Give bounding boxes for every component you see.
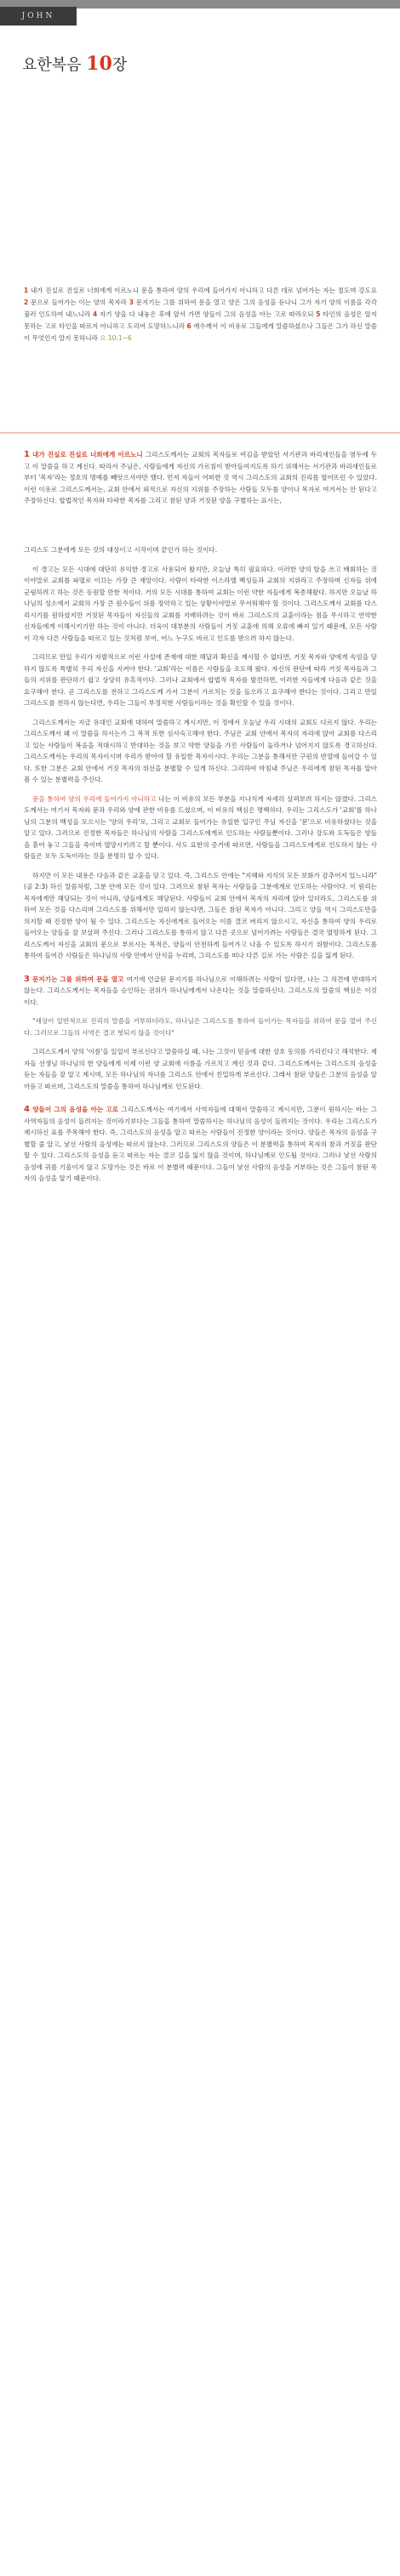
paragraph xyxy=(24,974,377,1009)
verse-number: 6 xyxy=(186,322,191,330)
chapter-title-prefix: 요한복음 xyxy=(22,56,87,74)
paragraph: 그리스도께서 양의 '이름'을 일일이 부르신다고 말씀하실 때, 나는 그것이 믿음에 대한 상호 동의를 가리킨다고 해석한다. 제자들 선생님 하나님의 한 양들에게 이제 이런 양 교회에 이름을 가르치고 계신 것과 같다. 그리스도께서는 그리스도의 음성을 듣는 자들을 잘 알고 계시며, 모든 하나님의 자녀를 그리스도 안에서 친밀하게 부르신다. 그래서 참된 양들은 그분의 음성을 알아듣고 따르며, 그리스도의 말씀을 통하여 하나님께로 인도된다. xyxy=(24,1048,377,1090)
paragraph-text: 여기에 언급된 문지기를 하나님으로 이해하려는 사람이 있다면, 나는 그 의견에 반대하지 않는다. 그리스도께서는 목자들을 승인하는 권위가 하나님에게서 나온다는 것을 말씀하신다. 그리스도의 말씀의 핵심은 이것이다. xyxy=(24,975,377,1006)
section-heading: 문을 통하여 양의 우리에 들어가지 아니하고 xyxy=(32,794,157,803)
chapter-number: 10 xyxy=(86,53,112,75)
verse-number: 2 xyxy=(24,299,29,306)
verse-text: 자기 양을 다 내놓은 후에 앞서 가면 양들이 그의 음성을 아는 고로 따라오되 xyxy=(97,310,317,318)
verse-text: 문으로 들어가는 이는 양의 목자라 xyxy=(28,299,129,306)
paragraph-text: 그리스도께서는 교회의 목자들로 여김을 받았던 서기관과 바리새인들을 염두에 두고 이 말씀을 하고 계신다. 따라서 주님은, 사람들에게 자신의 가르침이 받아들여지도록 하기 위해서는 서기관과 바리새인들로부터 '목자'라는 정호의 명예를 빼앗으셔야만 했다. 먼저 자들이 어떠한 것 역시 그리스도의 교회의 진리를 멸어뜨린 수 있었다. 이런 이유로 그리스도께서는, 교회 안에서 외적으로 자신의 지위를 주장하는 사람들 모두를 양이나 목자로 여겨서는 안 된다고 주장하신다. 합법적인 목자와 타락한 목자를 그리고 참된 양과 거짓된 양을 구별하는 표시는, xyxy=(24,451,378,504)
verse-text: 문지기는 그를 위하여 문을 열고 양은 그의 음성을 듣나니 그가 자기 양의 이름을 각각 불러 인도하여 내느니라 xyxy=(24,299,377,318)
quote: "세상이 일반적으로 진리의 말씀을 거부하더라도, 하나님은 그리스도를 통하여 들어가는 목자들을 위하여 문을 열어 주신다. 그러므로 그들의 사역은 결코 헛되지 않을 것이다" xyxy=(24,1017,377,1037)
verse-text: 예수께서 이 비유로 그들에게 말씀하셨으나 그들은 그가 하신 말씀이 무엇인지 알지 못하니라 xyxy=(24,322,377,342)
scripture-reference: 요 10:1~6 xyxy=(100,334,132,342)
verse-text: 타인의 음성은 알지 못하는 고로 타인을 따르지 아니하고 도리어 도망하느니라 xyxy=(24,310,377,330)
paragraph: 하지만 이 모든 내용은 다음과 같은 교훈을 담고 있다. 즉, 그리스도 안에는 "지혜와 지식의 모든 보화가 감추어져 있느니라"(골 2:3) 하신 말씀처럼, 그분 안에 모든 것이 있다. 그러므로 참된 목자는 사람들을 그분에게로 인도하는 사람이다. 이 원리는 목자에게만 해당되는 것이 아니라, 양들에게도 해당된다. 사람들이 교회 안에서 목자의 자리에 앉아 있더라도, 그리스도를 위하여 모든 것을 다스리며 그리스도를 위해서만 일하지 않는다면, 그들은 참된 목자가 아니다. 그리고 양들 역시 그리스도만을 의지할 때 진정한 양이 될 수 있다. 그리스도는 자신에게로 들어오는 이를 결코 버리지 않으시고, 자신을 통하여 양의 우리로 들어오는 양들을 잘 보살펴 주신다. 그러나 그리스도를 통하지 않고 다른 곳으로 넘어가려는 사람들은 결국 멸망하게 된다. 그리스도께서 자신을 교회의 문으로 부르시는 목적은, 양들이 안전하게 들어가고 나올 수 있도록 하시기 위함이다. 그리스도를 통하여 들어간 사람들은 하나님의 사랑 안에서 안식을 누리며, 그리스도를 떠나 다른 길로 가는 사람은 길을 잃게 된다. xyxy=(24,871,377,959)
commentary-section-1 xyxy=(24,449,377,515)
section-heading: 문지기는 그를 위하여 문을 열고 xyxy=(29,975,127,983)
section-number: 4 xyxy=(24,1105,30,1114)
paragraph: 그리스도께서는 지금 유대인 교회에 대하여 말씀하고 계시지만, 이 정에서 오늘날 우리 시대의 교회도 다르지 않다. 우리는 그리스도께서 왜 이 말씀을 하시는가 그 목적 또한 심사숙고해야 한다. 주님은 교회 안에서 목자의 자리에 앉아 교회를 다스리고 있는 사람들이 복음을 적대시하고 반대하는 것을 보고 약한 양들을 가진 사람들이 놀라거나 넘어지지 않도록 경고하신다. 그리스도께서는 우리의 목자이시며 우리가 받아야 할 유일한 목자이시다. 우리는 그분을 통해서만 구원의 반열에 들어갈 수 있다. 또한 그분은 교회 안에서 거짓 목자의 위선을 분별할 수 있게 하신다. 그리하여 마침내 주님은 우리에게 참된 목자를 알아볼 수 있는 분별력을 주신다. xyxy=(24,718,377,783)
chapter-title xyxy=(22,53,127,75)
paragraph-text: 나는 이 비유의 모든 부분을 지나치게 자세히 살펴보려 하지는 않겠다. 그리스도께서는 여기서 목자와 문과 우리와 양에 관한 비유를 드셨으며, 이 비유의 핵심은 명백하다. 우리는 그리스도가 '교회'를 하나님의 그분의 백성을 모으시는 '양의 우리'로, 그리고 교회로 들어가는 유일한 입구인 주님 자신을 '문'으로 비유하셨다는 것을 알고 있다. 그러므로 진정한 목자들은 하나님의 사람을 그리스도에게로 인도하는 사람들뿐이다. 그러나 강도와 도둑들은 양들을 흩어 놓고 그들을 죽이며 멸망시키려고 할 뿐이다. 사도 요한의 증거에 따르면, 사람들을 그리스도에게로 인도하지 않는 사람들은 모두 도둑이라는 것을 분명히 알 수 있다. xyxy=(24,794,378,860)
verse-text: 내가 진실로 진실로 너희에게 이르노니 문을 통하여 양의 우리에 들어가지 아니하고 다른 데로 넘어가는 자는 절도며 강도요 xyxy=(28,287,377,294)
section-heading: 내가 진실로 진실로 너희에게 이르노니 xyxy=(29,451,146,458)
scripture-passage xyxy=(24,285,377,344)
book-tab: JOHN xyxy=(0,7,77,26)
verse-number: 3 xyxy=(129,299,134,306)
section-number: 1 xyxy=(24,450,30,459)
chapter-title-suffix: 장 xyxy=(111,56,128,74)
paragraph: 그리므로 만일 우리가 자발적으로 이런 사설에 존재에 대한 해답과 확신을 제시할 수 없다면, 거짓 목자와 양에게 속임을 당하지 않도록 특별히 우리 자신을 지켜야 한다. '교회'라는 이름은 사람들을 오도해 왔다. 자신의 판단에 따라 거짓 목자들과 그들의 지위를 판단하기 쉽고 상당히 유혹적이다. 그러나 교회에서 합법적 목자를 발견하면, 이러한 자들에게 다음과 같은 것을 요구해야 한다. 곧 그리스도를 전하고 그리스도께 가서 그분이 가르치는 것을 들으라고 요구해야 한다는 것이다. 그리고 만일 그리스도를 전하지 않는다면, 우리는 그들이 부정직한 사람들이라는 것을 확인할 수 있을 것이다. xyxy=(24,653,377,707)
paragraph xyxy=(24,1104,377,1185)
paragraph xyxy=(24,449,377,507)
paragraph: 그리스도 그분에게 모든 것의 대상이고 시작이며 끝인가 하는 것이다. xyxy=(24,546,218,554)
section-number: 3 xyxy=(24,974,30,984)
section-divider xyxy=(0,432,400,434)
verse-number: 5 xyxy=(316,310,321,318)
paragraph: 이 경고는 모든 시대에 대단히 유익한 경고로 사용되어 왔지만, 오늘날 특히 필요하다. 이러한 양의 탈을 쓰고 배회하는 것이야말로 교회를 파멸로 이끄는 가장 큰 재앙이다. 사람이 타락한 이스라엘 백성들과 교회의 지위라고 주장하며 신자들 위에 군림하려고 하는 것은 동원할 만한 적이다. 거의 모든 시대를 통하여 교회는 이런 약한 자들에게 복종해왔다. 하지만 오늘날 하나님의 성소에서 교회의 가장 큰 원수들이 위를 장악하고 있는 상황이야말로 무서워해야 할 것이다. 그리스도께서 교회를 다스리시기를 원하셨지만 거짓된 목자들이 자신들의 교회를 지배하려는 것이 바로 그리스도의 교훈이라는 점을 무시하고 연약한 신자들에게 이해시키기만 하는 것이 아니다. 더욱이 대부분의 사람들이 거짓 교훈에 의해 오류에 빠져 있기 때문에, 모든 사람이 각자 다른 사람들을 따르고 있는 것처럼 보여, 어느 누구도 바르고 인도를 받으려 하지 않는다. xyxy=(24,565,377,642)
paragraph xyxy=(24,793,377,862)
paragraph-text: 그리스도께서는 여기에서 사역자들에 대해서 말씀하고 계시지만, 그분이 원하시는 바는 그 사역자들의 음성이 들려지는 것이라기보다는 그들을 통하여 말씀하시는 하나님의 음성이 들려지는 것이다. 우리는 그리스도가 제시하신 표를 주목해야 한다. 즉, 그리스도의 음성을 알고 따르는 사람들이 진정한 양이라는 것이다. 양들은 목자의 음성을 구별할 줄 알고, 낯선 사람의 음성에는 따르지 않는다. 그러므로 그리스도의 양들은 이 분별력을 통하여 목자의 참과 거짓을 판단할 수 있다. 그리스도의 음성을 듣고 따르는 자는 결코 길을 잃지 않을 것이며, 하나님께로 인도될 것이다. 그러나 낯선 사람의 음성에 귀를 기울이지 않고 도망가는 것은 바로 이 분별력 때문이다. 그들이 낯선 사람의 음성을 거부하는 것은 그들이 참된 목자의 음성을 알기 때문이다. xyxy=(24,1106,377,1182)
section-heading: 양들이 그의 음성을 아는 고로 xyxy=(29,1106,122,1113)
verse-number: 4 xyxy=(92,310,98,318)
commentary-section-1-continued xyxy=(24,544,377,1192)
verse-number: 1 xyxy=(24,287,29,294)
